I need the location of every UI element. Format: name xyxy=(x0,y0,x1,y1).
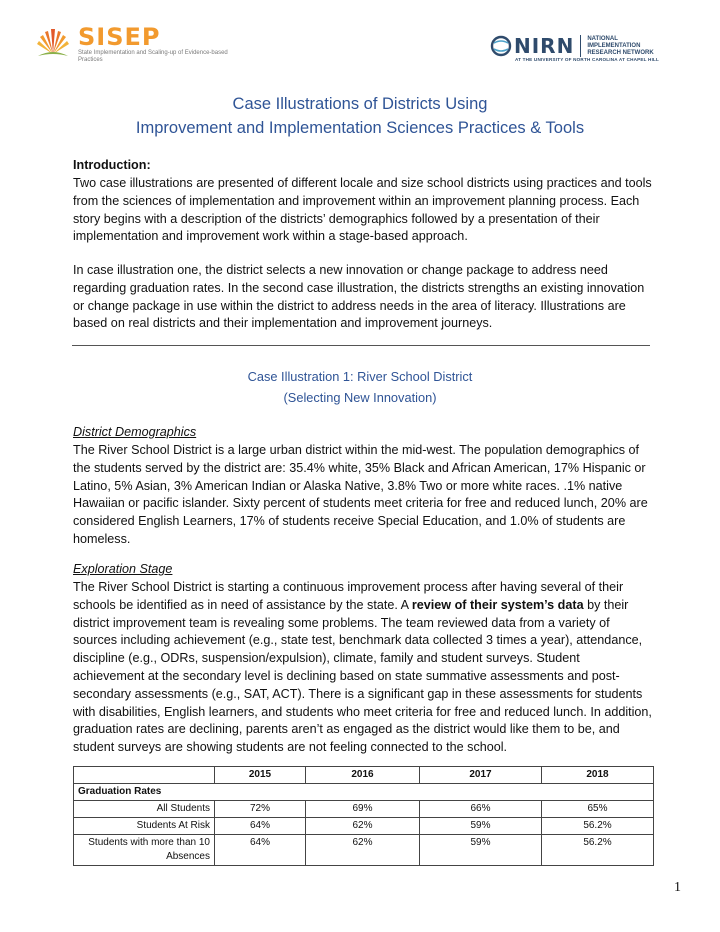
table-cell: 69% xyxy=(306,801,420,818)
table-cell: 64% xyxy=(215,835,306,866)
table-cell: 56.2% xyxy=(542,835,654,866)
intro-heading: Introduction: xyxy=(73,158,151,172)
row-label: All Students xyxy=(74,801,215,818)
case-illustration-subtitle: (Selecting New Innovation) xyxy=(283,390,437,405)
table-cell: 64% xyxy=(215,818,306,835)
nirn-wordmark: NIRN xyxy=(514,34,575,58)
section-divider xyxy=(72,345,650,346)
row-label: Students with more than 10 Absences xyxy=(74,835,215,866)
table-corner-cell xyxy=(74,767,215,784)
year-header: 2018 xyxy=(542,767,654,784)
table-row xyxy=(74,784,654,801)
document-title-line1: Case Illustrations of Districts Using xyxy=(232,95,488,113)
table-row xyxy=(74,818,654,835)
nirn-affiliation: AT THE UNIVERSITY OF NORTH CAROLINA AT CHAPEL HILL xyxy=(515,57,660,62)
sisep-wordmark: SISEP xyxy=(78,23,161,51)
table-cell: 62% xyxy=(306,818,420,835)
year-header: 2015 xyxy=(215,767,306,784)
table-row xyxy=(74,801,654,818)
case-illustration-title: Case Illustration 1: River School District xyxy=(247,369,473,384)
nirn-globe-icon xyxy=(490,35,512,57)
sisep-tagline: State Implementation and Scaling-up of Evidence-based Practices xyxy=(78,50,228,63)
nirn-logo xyxy=(490,34,667,58)
table-cell: 72% xyxy=(215,801,306,818)
exploration-text-end: by their district improvement team is revealing some problems. The team reviewed data from a variety of sources including achievement (e.g., state test, benchmark data collected 3 times a year), attendance, discipline (e.g., ODRs, suspension/expulsion), climate, family and student surveys. Student achievement at the secondary level is declining based on state summative assessments and post-secondary assessments (e.g., SAT, ACT). There is a significant gap in these assessments for students with disabilities, English learners, and students who meet criteria for free and reduced lunch. In addition, graduation rates are declining, parents aren’t as engaged as the district would like them to be, and student surveys are showing students are not feeling connected to the school. xyxy=(73,597,652,755)
sisep-sunburst-icon xyxy=(34,24,72,58)
page-number: 1 xyxy=(674,880,681,895)
graduation-rates-table xyxy=(73,766,654,866)
table-cell: 56.2% xyxy=(542,818,654,835)
row-label: Students At Risk xyxy=(74,818,215,835)
demographics-paragraph: The River School District is a large urban district within the mid-west. The population demographics of the students served by the district are: 35.4% white, 35% Black and African American, 17% Hispanic or Latino, 5% Asian, 3% American Indian or Alaska Native, 3.8% Two or more white races. .1% native Hawaiian or pacific islander. Sixty percent of students meet criteria for free and reduced lunch, 20% are considered English Learners, 17% of students receive Special Education, and 1.0% of students are homeless. xyxy=(73,443,648,546)
intro-paragraph-2: In case illustration one, the district selects a new innovation or change package to address need regarding graduation rates. In the second case illustration, the districts strengths an existing innovation or change package in use within the district to address needs in the area of literacy. Illustrations are based on real districts and their implementation and improvement journeys. xyxy=(73,263,645,331)
table-row xyxy=(74,835,654,866)
group-label: Graduation Rates xyxy=(74,784,654,801)
exploration-heading: Exploration Stage xyxy=(73,562,173,576)
intro-paragraph-1: Two case illustrations are presented of different locale and size school districts using practices and tools from the sciences of implementation and improvement within an improvement planning process. Each story begins with a description of the districts’ demographics followed by a presentation of their implementation and improvement work within a stage-based approach. xyxy=(73,176,652,244)
exploration-paragraph xyxy=(73,579,653,757)
table-header-row xyxy=(74,767,654,784)
exploration-text-bold: review of their system’s data xyxy=(411,597,584,612)
demographics-heading: District Demographics xyxy=(73,425,197,439)
year-header: 2017 xyxy=(420,767,542,784)
table-cell: 65% xyxy=(542,801,654,818)
exploration-text-start: The River School District is starting a continuous improvement process after having several of their schools be identified as in need of assistance by the state. A xyxy=(73,580,624,612)
year-header: 2016 xyxy=(306,767,420,784)
table-cell: 59% xyxy=(420,835,542,866)
document-title-line2: Improvement and Implementation Sciences Practices & Tools xyxy=(135,119,585,137)
sisep-logo xyxy=(34,24,228,64)
nirn-divider xyxy=(580,35,581,57)
table-cell: 62% xyxy=(306,835,420,866)
table-cell: 66% xyxy=(420,801,542,818)
nirn-full-name: NATIONAL IMPLEMENTATION RESEARCH NETWORK xyxy=(587,35,654,56)
table-cell: 59% xyxy=(420,818,542,835)
